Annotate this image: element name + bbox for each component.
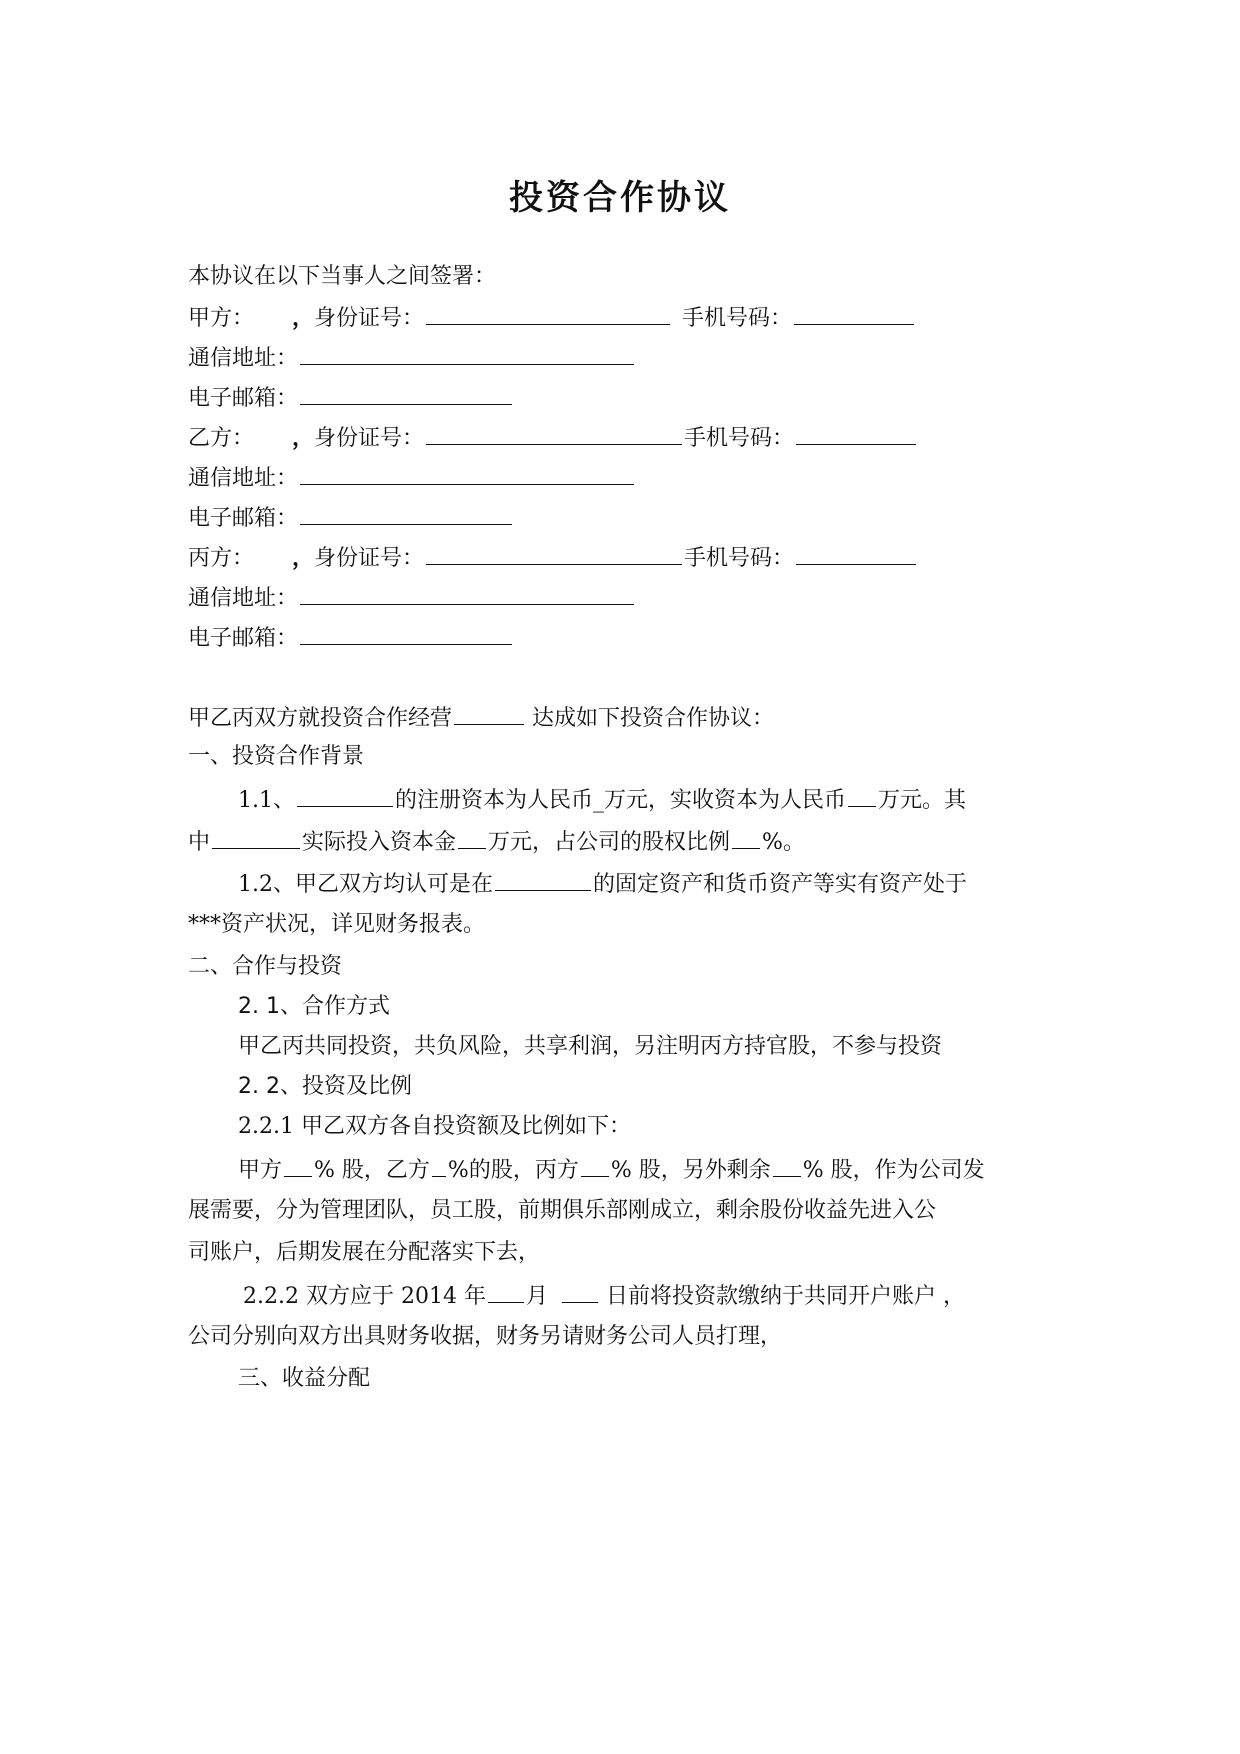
company-name-blank[interactable] [297,784,393,807]
party-a-id-blank[interactable] [426,302,670,325]
section-2-heading: 二、合作与投资 [188,954,343,979]
party-c-row [188,542,918,574]
party-a-address-label: 通信地址： [188,346,299,371]
agreement-line [188,702,774,734]
equity-ratio-blank[interactable] [732,826,760,849]
party-b-email-blank[interactable] [300,502,512,525]
payment-text-c: 日前将投资款缴纳于共同开户账户 ， [605,1284,965,1309]
para-1-1-text-g: %。 [762,830,805,855]
remaining-share-blank[interactable] [773,1154,801,1177]
para-2-2-1: 2.2.1 甲乙双方各自投资额及比例如下： [238,1114,631,1139]
party-c-name: 丙方： [188,546,255,571]
share-text-e: % 股，作为公司发 [802,1158,985,1183]
paid-capital-blank[interactable] [848,784,876,807]
para-2-2-2-line-2: 公司分别向双方出具财务收据，财务另请财务公司人员打理， [188,1324,783,1349]
section-1-heading: 一、投资合作背景 [188,744,365,769]
subsection-2-1-heading: 2. 1、合作方式 [238,994,390,1019]
capital-amount-blank[interactable] [458,826,486,849]
section-3-heading: 三、收益分配 [238,1366,371,1391]
para-1-1-text-b: 的注册资本为人民币_万元，实收资本为人民币 [395,788,847,813]
para-1-1-line-1 [238,784,966,816]
para-1-1-text-d: 中 [188,830,211,855]
para-1-1-text-f: 万元，占公司的股权比例 [488,830,731,855]
para-1-2-text-a: 1.2、甲乙双方均认可是在 [238,872,493,897]
para-2-2-1-shares-line-2: 展需要，分为管理团队，员工股，前期俱乐部刚成立，剩余股份收益先进入公 [188,1198,937,1223]
party-a-email-blank[interactable] [300,382,512,405]
party-c-address-blank[interactable] [300,582,634,605]
party-c-address-label: 通信地址： [188,586,299,611]
subsection-2-2-heading: 2. 2、投资及比例 [238,1074,412,1099]
party-a-address-row [188,342,636,374]
party-c-email-blank[interactable] [300,622,512,645]
para-1-1-text-c: 万元。其 [878,788,967,813]
share-text-b: % 股，乙方 [314,1158,430,1183]
party-b-name: 乙方： [188,426,255,451]
party-b-address-row [188,462,636,494]
party-b-address-blank[interactable] [300,462,634,485]
para-1-2-line-2: ***资产状况，详见财务报表。 [188,912,486,937]
party-b-phone-label: 手机号码： [684,426,795,451]
party-a-email-row [188,382,514,414]
party-b-address-label: 通信地址： [188,466,299,491]
party-b-comma: ， [292,425,315,451]
payment-text-b: 月 [525,1284,548,1309]
share-text-a: 甲方 [238,1158,283,1183]
para-1-1-number: 1.1、 [238,788,295,813]
party-b-row [188,422,918,454]
para-1-2-text-b: 的固定资产和货币资产等实有资产处于 [593,872,968,897]
party-c-email-label: 电子邮箱： [188,626,299,651]
party-a-id-label: 身份证号： [314,306,425,331]
intro-line: 本协议在以下当事人之间签署： [188,264,497,289]
para-2-2-2-line-1 [243,1280,965,1312]
investor-blank[interactable] [212,826,300,849]
party-c-address-row [188,582,636,614]
party-c-email-row [188,622,514,654]
document-title: 投资合作协议 [509,178,731,218]
party-b-id-blank[interactable] [426,422,682,445]
party-b-phone-blank[interactable] [796,422,916,445]
party-a-name: 甲方： [188,306,255,331]
party-b-email-label: 电子邮箱： [188,506,299,531]
agreement-blank[interactable] [454,702,524,725]
party-b-email-row [188,502,514,534]
party-c-id-blank[interactable] [426,542,682,565]
para-2-2-1-shares-line-3: 司账户，后期发展在分配落实下去， [188,1240,541,1265]
para-1-1-line-2 [188,826,805,858]
party-c-phone-label: 手机号码： [684,546,795,571]
party-a-row [188,302,916,334]
payment-day-blank[interactable] [562,1280,598,1303]
party-a-share-blank[interactable] [284,1154,312,1177]
party-a-phone-blank[interactable] [794,302,914,325]
agreement-text-b: 达成如下投资合作协议： [532,706,775,731]
para-2-2-1-shares-line-1 [238,1154,985,1186]
payment-month-blank[interactable] [488,1280,524,1303]
share-text-c: %的股，丙方 [447,1158,579,1183]
agreement-text-a: 甲乙丙双方就投资合作经营 [188,706,453,731]
party-c-phone-blank[interactable] [796,542,916,565]
para-1-2-line-1 [238,868,967,900]
payment-text-a: 2.2.2 双方应于 2014 年 [243,1284,486,1309]
party-c-id-label: 身份证号： [314,546,425,571]
party-a-phone-label: 手机号码： [682,306,793,331]
party-c-share-blank[interactable] [581,1154,609,1177]
para-2-1: 甲乙丙共同投资，共负风险，共享利润，另注明丙方持官股，不参与投资 [238,1034,943,1059]
share-text-d: % 股，另外剩余 [610,1158,771,1183]
party-a-address-blank[interactable] [300,342,634,365]
party-b-id-label: 身份证号： [314,426,425,451]
para-1-1-text-e: 实际投入资本金 [302,830,457,855]
party-b-share-blank[interactable] [432,1154,446,1177]
party-a-comma: ， [292,305,315,331]
asset-date-blank[interactable] [495,868,591,891]
party-c-comma: ， [292,545,315,571]
party-a-email-label: 电子邮箱： [188,386,299,411]
